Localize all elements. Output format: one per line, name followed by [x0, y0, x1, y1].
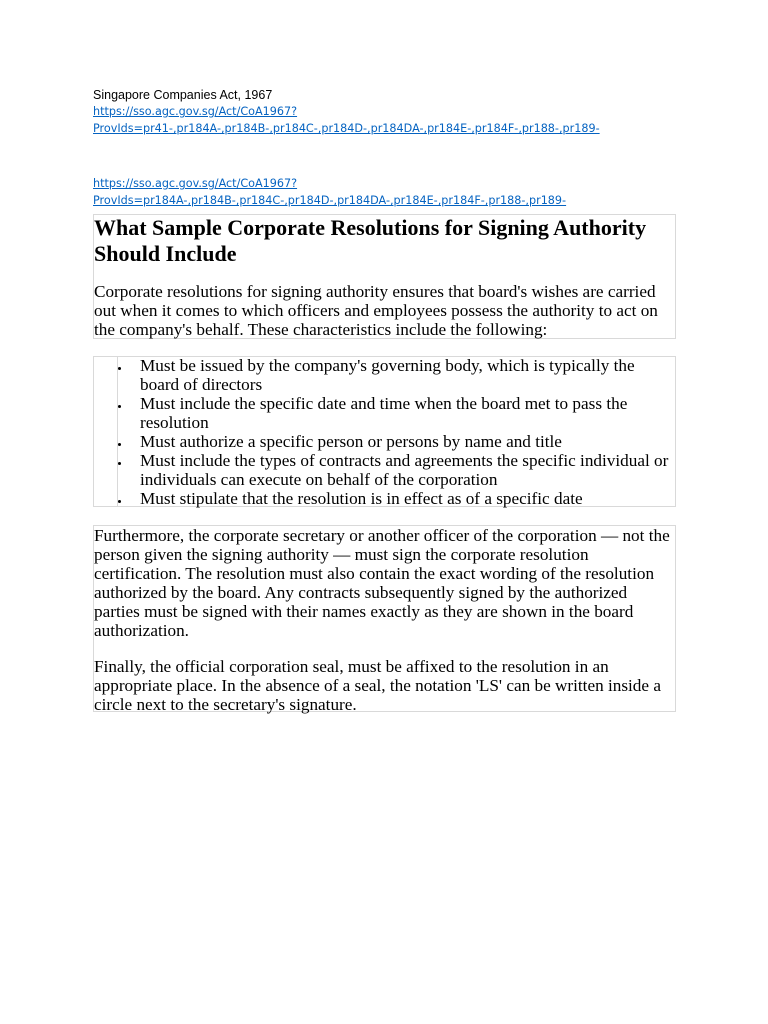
list-item	[118, 432, 675, 451]
list-item	[118, 356, 675, 394]
document-header: Singapore Companies Act, 1967	[93, 88, 273, 102]
characteristics-section	[93, 356, 676, 507]
act-link-1[interactable]	[93, 103, 676, 137]
paragraph-seal: Finally, the official corporation seal, must be affixed to the resolution in an appropriate place. In the absence of a seal, the notation 'LS' can be written inside a circle next to the secretary's signature.	[94, 657, 661, 714]
heading-section	[93, 214, 676, 339]
list-item-text: Must authorize a specific person or persons by name and title	[140, 432, 562, 451]
list-item	[118, 451, 675, 489]
body-section	[93, 525, 676, 712]
characteristics-list	[117, 356, 675, 506]
act-link-2-line1[interactable]: https://sso.agc.gov.sg/Act/CoA1967?	[93, 177, 298, 190]
list-item-text: Must stipulate that the resolution is in effect as of a specific date	[140, 489, 583, 508]
act-link-1-line1[interactable]: https://sso.agc.gov.sg/Act/CoA1967?	[93, 105, 298, 118]
list-item	[118, 489, 675, 508]
list-item-text: Must include the specific date and time when the board met to pass the resolution	[140, 394, 628, 432]
document-page	[93, 88, 676, 712]
act-link-2[interactable]	[93, 175, 676, 209]
list-item	[118, 394, 675, 432]
section-heading: What Sample Corporate Resolutions for Signing Authority Should Include	[94, 215, 647, 266]
act-link-1-line2[interactable]: ProvIds=pr41-,pr184A-,pr184B-,pr184C-,pr184D-,pr184DA-,pr184E-,pr184F-,pr188-,pr189-	[93, 122, 600, 135]
intro-paragraph: Corporate resolutions for signing authority ensures that board's wishes are carried out when it comes to which officers and employees possess the authority to act on the company's behalf. These characteristics include the following:	[94, 282, 658, 339]
list-item-text: Must be issued by the company's governing body, which is typically the board of directors	[140, 356, 635, 394]
act-link-2-line2[interactable]: ProvIds=pr184A-,pr184B-,pr184C-,pr184D-,pr184DA-,pr184E-,pr184F-,pr188-,pr189-	[93, 194, 567, 207]
list-item-text: Must include the types of contracts and agreements the specific individual or individuals can execute on behalf of the corporation	[140, 451, 669, 489]
paragraph-certification: Furthermore, the corporate secretary or another officer of the corporation — not the person given the signing authority — must sign the corporate resolution certification. The resolution must also contain the exact wording of the resolution authorized by the board. Any contracts subsequently signed by the authorized parties must be signed with their names exactly as they are shown in the board authorization.	[94, 526, 670, 640]
